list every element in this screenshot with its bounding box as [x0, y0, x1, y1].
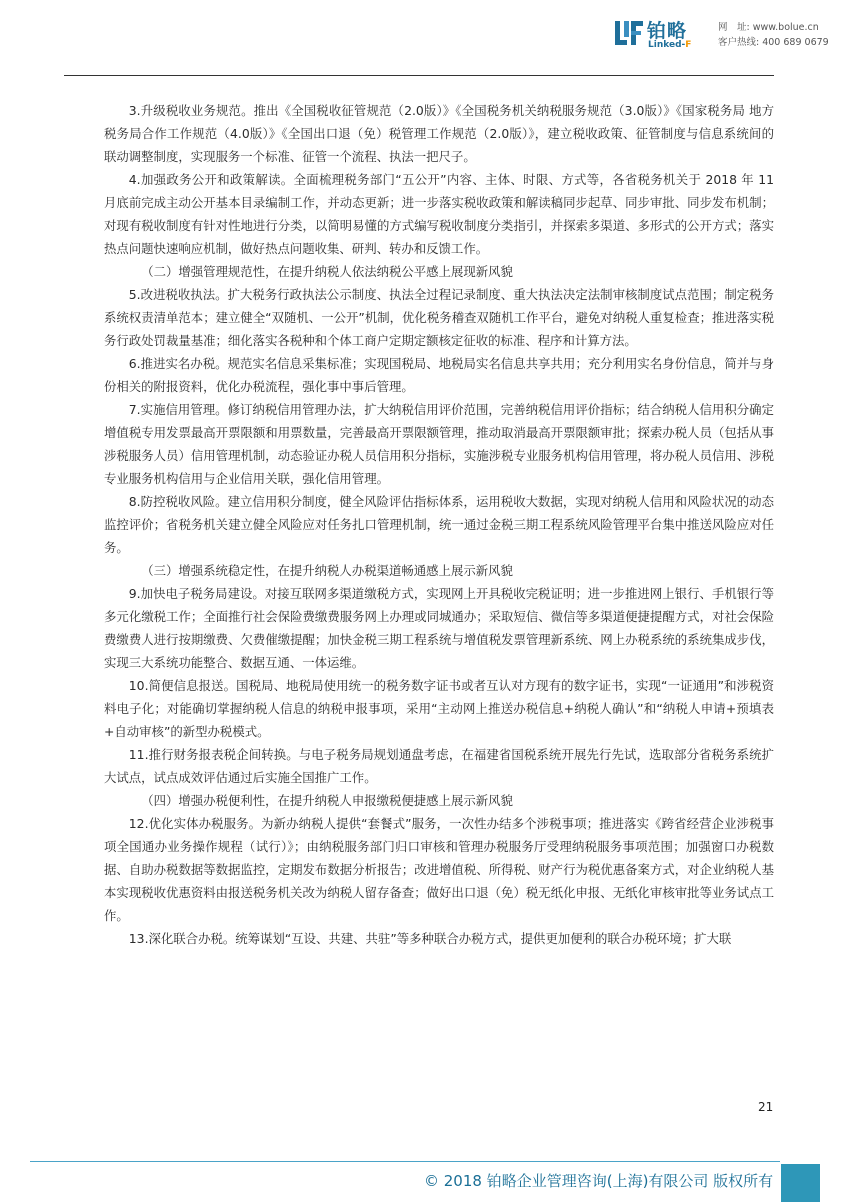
body-paragraph: 3.升级税收业务规范。推出《全国税收征管规范（2.0版）》《全国税务机关纳税服务规范（3.0版）》《国家税务局 地方税务局合作工作规范（4.0版）》《全国出口退（免）税管理工作规范（2.0版）》，建立税收政策、征管制度与信息系统间的联动调整制度，实现服务一个标准、征管一个流程、执法一把尺子。	[104, 103, 774, 164]
section-heading: （三）增强系统稳定性，在提升纳税人办税渠道畅通感上展示新风貌	[141, 563, 513, 578]
header-divider	[64, 75, 774, 76]
logo-subtitle: Linked-F	[648, 40, 692, 50]
body-paragraph: 12.优化实体办税服务。为新办纳税人提供“套餐式”服务，一次性办结多个涉税事项；推进落实《跨省经营企业涉税事项全国通办业务操作规程（试行）》；由纳税服务部门归口审核和管理办税服务厅受理纳税服务事项范围；加强窗口办税数据、自助办税数据等数据监控，定期发布数据分析报告；改进增值税、所得税、财产行为税优惠备案方式，对企业纳税人基本实现税收优惠资料由报送税务机关改为纳税人留存备查；做好出口退（免）税无纸化申报、无纸化审核审批等业务试点工作。	[104, 816, 774, 923]
bolue-logo-mark-icon	[614, 18, 644, 48]
section-heading: （四）增强办税便利性，在提升纳税人申报缴税便捷感上展示新风貌	[141, 793, 513, 808]
footer-divider	[30, 1161, 780, 1162]
body-paragraph: 9.加快电子税务局建设。对接互联网多渠道缴税方式，实现网上开具税收完税证明；进一步推进网上银行、手机银行等多元化缴税工作；全面推行社会保险费缴费服务网上办理或同城通办；采取短信、微信等多渠道便捷提醒方式，对社会保险费缴费人进行按期缴费、欠费催缴提醒；加快金税三期工程系统与增值税发票管理新系统、网上办税系统的系统集成步伐，实现三大系统功能整合、数据互通、一体运维。	[104, 586, 774, 670]
body-paragraph: 4.加强政务公开和政策解读。全面梳理税务部门“五公开”内容、主体、时限、方式等，各省税务机关于 2018 年 11 月底前完成主动公开基本目录编制工作，并动态更新；进一步落实税收政策和解读稿同步起草、同步审批、同步发布机制；对现有税收制度有针对性地进行分类，以简明易懂的方式编写税收制度分类指引，并探索多渠道、多形式的公开方式；落实热点问题快速响应机制，做好热点问题收集、研判、转办和反馈工作。	[104, 172, 774, 256]
website-text: 网 址: www.bolue.cn	[718, 22, 819, 33]
contact-info	[718, 20, 829, 50]
body-paragraph: 10.简便信息报送。国税局、地税局使用统一的税务数字证书或者互认对方现有的数字证书，实现“一证通用”和涉税资料电子化；对能确切掌握纳税人信息的纳税申报事项，采用“主动网上推送办税信息+纳税人确认”和“纳税人申请+预填表+自动审核”的新型办税模式。	[104, 678, 774, 739]
bolue-logo	[614, 16, 706, 52]
body-paragraph: 6.推进实名办税。规范实名信息采集标准；实现国税局、地税局实名信息共享共用；充分利用实名身份信息，简并与身份相关的附报资料，优化办税流程，强化事中事后管理。	[104, 356, 774, 394]
logo-wordmark: 铂略	[647, 20, 688, 42]
body-paragraph: 13.深化联合办税。统筹谋划“互设、共建、共驻”等多种联合办税方式，提供更加便利的联合办税环境；扩大联	[128, 931, 732, 946]
body-paragraph: 7.实施信用管理。修订纳税信用管理办法，扩大纳税信用评价范围，完善纳税信用评价指标；结合纳税人信用积分确定增值税专用发票最高开票限额和用票数量，完善最高开票限额管理，推动取消最高开票限额审批；探索办税人员（包括从事涉税服务人员）信用管理机制，动态验证办税人员信用积分指标，实施涉税专业服务机构信用管理，将办税人员信用、涉税专业服务机构信用与企业信用关联，强化信用管理。	[104, 402, 774, 486]
page-header	[0, 0, 850, 80]
page-number: 21	[758, 1100, 774, 1114]
body-paragraph: 11.推行财务报表税企间转换。与电子税务局规划通盘考虑，在福建省国税系统开展先行先试，选取部分省税务系统扩大试点，试点成效评估通过后实施全国推广工作。	[104, 747, 774, 785]
body-paragraph: 8.防控税收风险。建立信用积分制度，健全风险评估指标体系，运用税收大数据，实现对纳税人信用和风险状况的动态监控评价；省税务机关建立健全风险应对任务扎口管理机制，统一通过金税三期工程系统风险管理平台集中推送风险应对任务。	[104, 494, 774, 555]
section-heading: （二）增强管理规范性，在提升纳税人依法纳税公平感上展现新风貌	[141, 264, 513, 279]
body-paragraph: 5.改进税收执法。扩大税务行政执法公示制度、执法全过程记录制度、重大执法决定法制审核制度试点范围；制定税务系统权责清单范本；建立健全“双随机、一公开”机制，优化税务稽查双随机工作平台，避免对纳税人重复检查；推进落实税务行政处罚裁量基准；细化落实各税种和个体工商户定期定额核定征收的标准、程序和计算方法。	[104, 287, 774, 348]
hotline-text: 客户热线: 400 689 0679	[718, 37, 829, 48]
copyright-text: © 2018 铂略企业管理咨询(上海)有限公司 版权所有	[424, 1172, 774, 1190]
document-body	[104, 99, 774, 950]
footer-accent-block	[781, 1164, 820, 1202]
